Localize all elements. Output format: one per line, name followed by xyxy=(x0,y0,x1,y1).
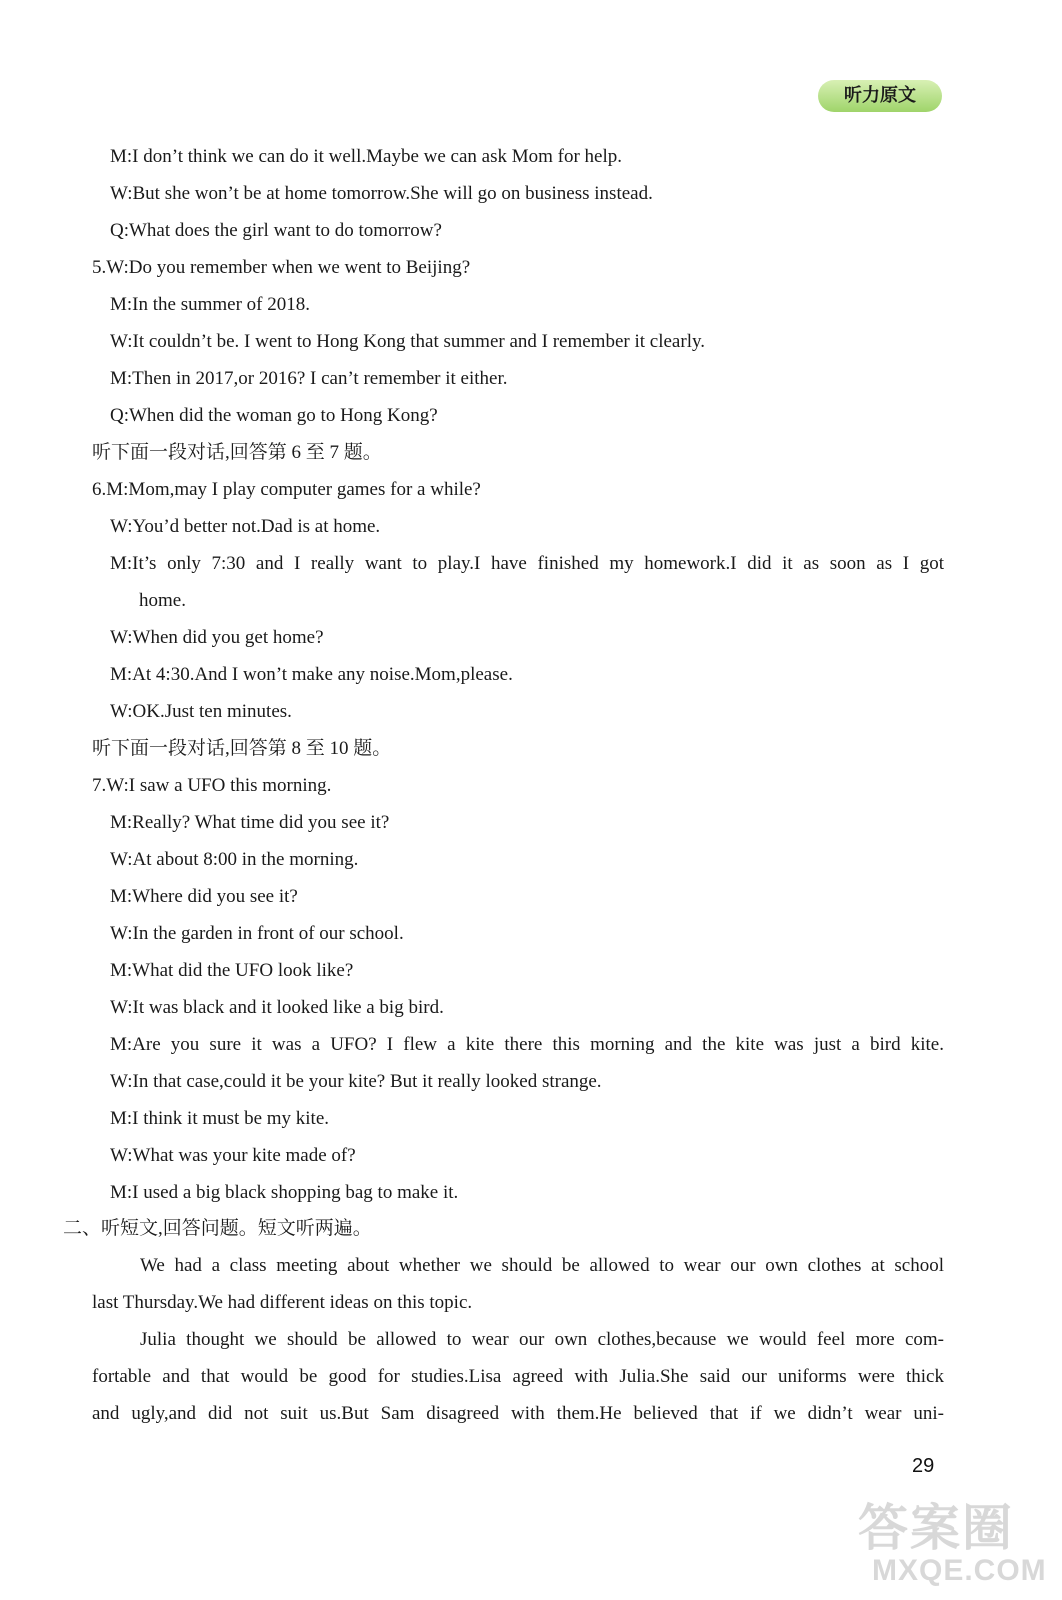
dialogue-line: M:Where did you see it? xyxy=(110,886,298,907)
dialogue-line: W:It couldn’t be. I went to Hong Kong that summer and I remember it clearly. xyxy=(110,331,705,352)
dialogue-line: M:I don’t think we can do it well.Maybe we can ask Mom for help. xyxy=(110,146,623,167)
dialogue-line: W:When did you get home? xyxy=(110,627,324,648)
dialogue-line: Q:What does the girl want to do tomorrow? xyxy=(110,220,442,241)
dialogue-line: M:In the summer of 2018. xyxy=(110,294,311,315)
dialogue-line: W:What was your kite made of? xyxy=(110,1145,356,1166)
dialogue-line: W:You’d better not.Dad is at home. xyxy=(110,516,381,537)
page-number: 29 xyxy=(912,1455,935,1477)
dialogue-line: W:At about 8:00 in the morning. xyxy=(110,849,359,870)
dialogue-line: M:At 4:30.And I won’t make any noise.Mom,please. xyxy=(110,664,513,685)
section-heading: 二、听短文,回答问题。短文听两遍。 xyxy=(63,1218,372,1239)
passage-line: We had a class meeting about whether we should be allowed to wear our own clothes at school xyxy=(140,1255,944,1276)
passage-line: fortable and that would be good for studies.Lisa agreed with Julia.She said our uniforms were thick xyxy=(92,1366,944,1387)
watermark-url: MXQE.COM xyxy=(872,1554,1047,1587)
dialogue-line: M:Are you sure it was a UFO? I flew a kite there this morning and the kite was just a bird kite. xyxy=(110,1034,944,1055)
passage-line: last Thursday.We had different ideas on this topic. xyxy=(92,1292,473,1313)
dialogue-line: M:What did the UFO look like? xyxy=(110,960,354,981)
dialogue-line: M:I used a big black shopping bag to make it. xyxy=(110,1182,459,1203)
passage-line: Julia thought we should be allowed to wear our own clothes,because we would feel more com- xyxy=(140,1329,944,1350)
dialogue-line: 7.W:I saw a UFO this morning. xyxy=(92,775,332,796)
section-badge: 听力原文 xyxy=(818,80,942,112)
dialogue-line: M:It’s only 7:30 and I really want to play.I have finished my homework.I did it as soon as I got xyxy=(110,553,944,574)
dialogue-line: M:I think it must be my kite. xyxy=(110,1108,330,1129)
dialogue-line: Q:When did the woman go to Hong Kong? xyxy=(110,405,438,426)
dialogue-line: W:But she won’t be at home tomorrow.She will go on business instead. xyxy=(110,183,653,204)
dialogue-line: 5.W:Do you remember when we went to Beijing? xyxy=(92,257,471,278)
dialogue-line: M:Really? What time did you see it? xyxy=(110,812,390,833)
dialogue-line: W:It was black and it looked like a big bird. xyxy=(110,997,444,1018)
dialogue-line: W:OK.Just ten minutes. xyxy=(110,701,292,722)
dialogue-line: W:In that case,could it be your kite? But it really looked strange. xyxy=(110,1071,602,1092)
section-instruction: 听下面一段对话,回答第 6 至 7 题。 xyxy=(92,442,382,463)
section-instruction: 听下面一段对话,回答第 8 至 10 题。 xyxy=(92,738,392,759)
dialogue-line: 6.M:Mom,may I play computer games for a while? xyxy=(92,479,481,500)
dialogue-line: W:In the garden in front of our school. xyxy=(110,923,404,944)
watermark xyxy=(858,1488,1058,1598)
dialogue-line: M:Then in 2017,or 2016? I can’t remember it either. xyxy=(110,368,508,389)
watermark-logo-text: 答案圈 xyxy=(858,1499,1014,1557)
passage-line: and ugly,and did not suit us.But Sam disagreed with them.He believed that if we didn’t wear uni- xyxy=(92,1403,944,1424)
dialogue-line: home. xyxy=(139,590,186,611)
